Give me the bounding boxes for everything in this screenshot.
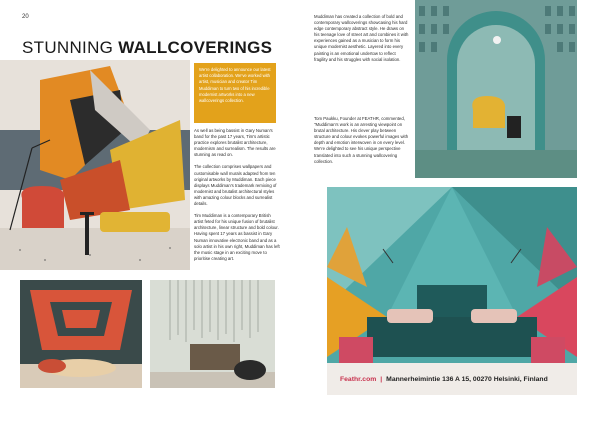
column-1-paragraph: Tim Muddiman is a contemporary British artist feted for his unique fusion of brutalist architecture, linear structure and bold colour. Having spent 17 years as bassist in Gary Numan innovative electronic band and as a solo artist in his own right, Muddiman has left the music stage in an exciting move to prioritise creating art. — [194, 213, 280, 261]
mural-room-illustration — [0, 60, 190, 270]
page-title — [22, 38, 272, 58]
title-light: STUNNING — [22, 38, 119, 57]
column-2-paragraph: Tom Paukku, Founder at FEATHR, commented, "Muddiman's work is an arresting viewpoint on brutal architecture. His clever play between structure and colour evokes powerful images with depth and emotion interwoven in on every level. We're delighted to see his unique perspective translated into such a stunning wallcovering collection. — [314, 116, 409, 164]
page-number: 20 — [22, 14, 29, 20]
title-bold: WALLCOVERINGS — [118, 38, 273, 57]
bedroom-photo — [327, 187, 577, 395]
intro-callout: We're delighted to announce our latest artist collaboration. We've worked with artist, musician and creator Tim Muddiman to turn two of his incredible modernist artworks into a new wallcoverings collection. — [194, 63, 276, 123]
column-2-paragraph: Muddiman has created a collection of bold and contemporary wallcoverings showcasing his hard edge contemporary abstract style. He draws on his teenage love of street art and combines it with experiences gained as a musician to form his unique modernist aesthetic. Layered into every painting is an emotional undertow to reflect fragility and his struggles with social isolation. — [314, 14, 409, 62]
column-1-paragraph: As well as being bassist in Gary Numan's band for the past 17 years, Tim's artistic practice explores brutalist architecture, modernism and surrealism. The results are stunning as read on. — [194, 128, 276, 158]
column-2-text — [314, 14, 410, 69]
footer-separator: | — [380, 376, 383, 383]
column-2-quote — [314, 116, 410, 171]
arch-room-illustration — [415, 0, 577, 178]
column-1-text — [194, 128, 280, 268]
mural-room-photo — [0, 60, 190, 270]
striped-wall-room-photo — [150, 280, 275, 388]
footer-address: Mannerheimintie 136 A 15, 00270 Helsinki, Finland — [386, 376, 548, 383]
bedroom-illustration — [327, 187, 577, 395]
footer-brand[interactable]: Feathr.com — [340, 376, 377, 383]
footer-contact — [340, 376, 548, 383]
geometric-mural-photo — [20, 280, 142, 388]
arch-room-photo — [415, 0, 577, 178]
column-1-paragraph: The collection comprises wallpapers and customisable wall murals adapted from ten original artworks by Muddiman. Each piece displays Muddiman's trademark remixing of modernist and brutalist architectural styles with amazing colour blocks and surrealist details. — [194, 164, 277, 207]
geometric-mural-illustration — [20, 280, 142, 388]
striped-wall-illustration — [150, 280, 275, 388]
